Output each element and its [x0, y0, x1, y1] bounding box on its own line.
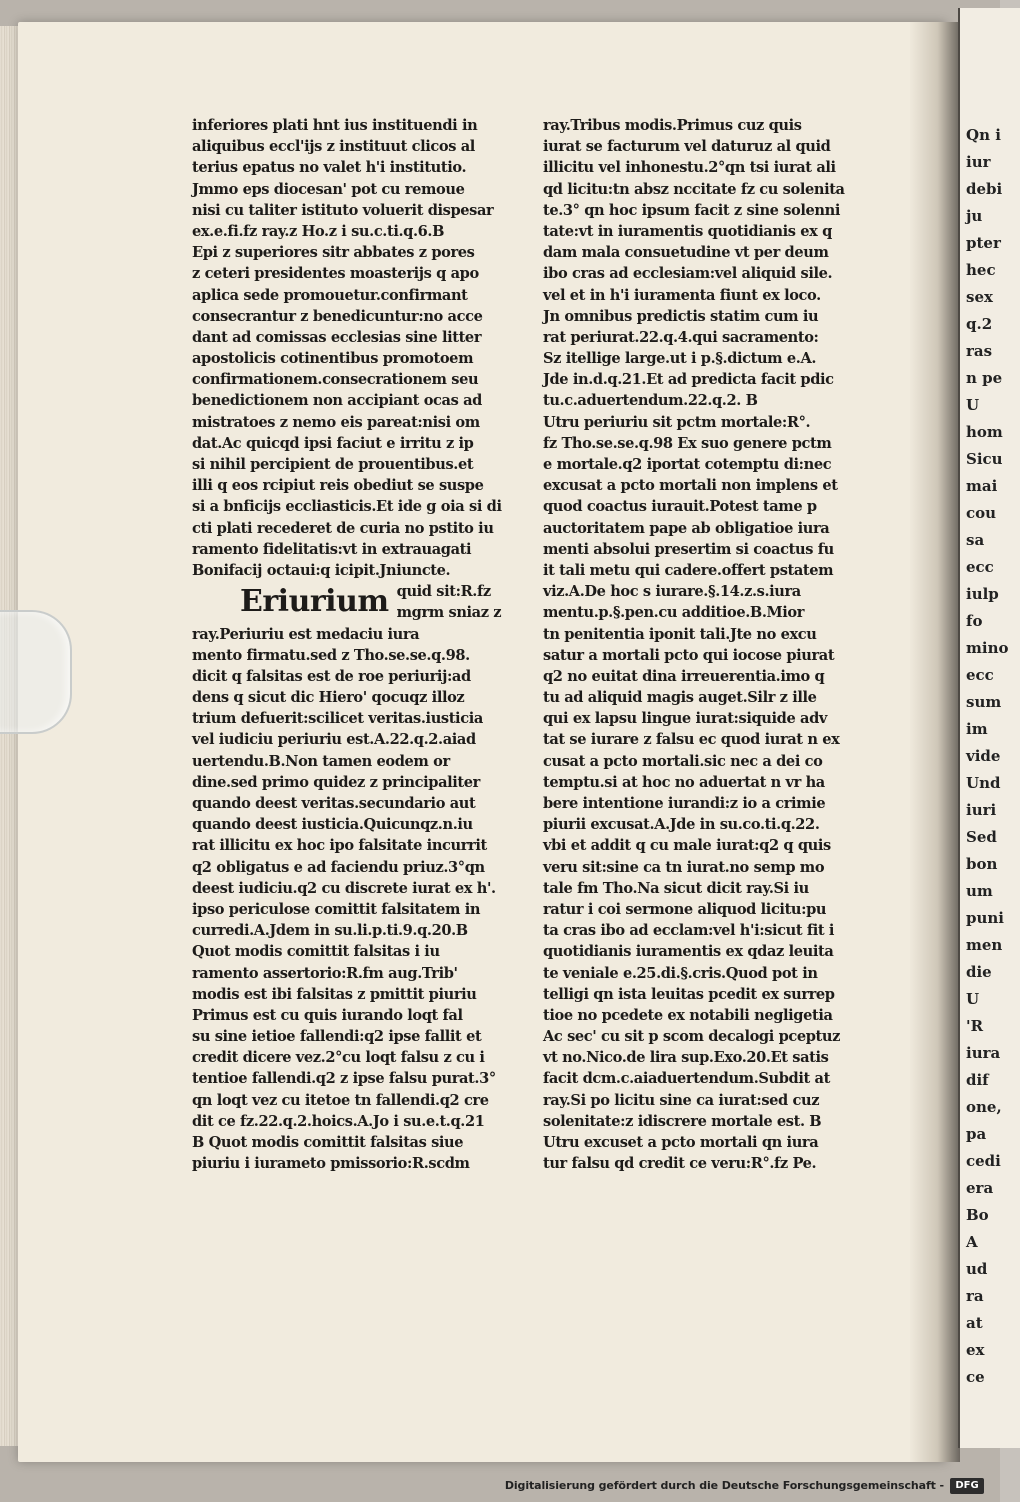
text-line: excusat a pcto mortali non implens et: [543, 477, 838, 495]
facing-page-fragment: ras: [966, 342, 993, 360]
text-line: trium defuerit:scilicet veritas.iusticia: [192, 710, 483, 728]
facing-page-fragment: sum: [966, 693, 1002, 711]
facing-page-fragment: cedi: [966, 1152, 1001, 1170]
facing-page-fragment: ecc: [966, 666, 994, 684]
text-line: rat periurat.22.q.4.qui sacramento:: [543, 328, 819, 346]
clip-tab-icon: [0, 610, 72, 734]
facing-page-fragment: one,: [966, 1098, 1002, 1116]
facing-page-fragment: bon: [966, 855, 998, 873]
facing-page-fragment: iulp: [966, 585, 999, 603]
text-line: qn loqt vez cu itetoe tn fallendi.q2 cre: [192, 1091, 489, 1109]
facing-page-fragment: at: [966, 1314, 983, 1332]
text-line: q2 no euitat dina irreuerentia.imo q: [543, 667, 825, 685]
initial-heading-word: Eriurium: [240, 584, 389, 620]
text-line: viz.A.De hoc s iurare.§.14.z.s.iura: [543, 583, 801, 601]
text-line: dat.Ac quicqd ipsi faciut e irritu z ip: [192, 434, 474, 452]
text-line: telligi qn ista leuitas pcedit ex surrep: [543, 985, 835, 1003]
facing-page-fragment: Sicu: [966, 450, 1003, 468]
text-line: ratur i coi sermone aliquod licitu:pu: [543, 900, 827, 918]
text-line: piurii excusat.A.Jde in su.co.ti.q.22.: [543, 816, 820, 834]
text-line: aliquibus eccl'ijs z instituut clicos al: [192, 138, 475, 156]
facing-page-fragment: 'R: [966, 1017, 984, 1035]
text-line: benedictionem non accipiant ocas ad: [192, 392, 482, 410]
text-line: vel et in h'i iuramenta fiunt ex loco.: [543, 286, 821, 304]
text-line: modis est ibi falsitas z pmittit piuriu: [192, 985, 477, 1003]
text-line: Bonifacij octaui:q icipit.Jniuncte.: [192, 561, 451, 579]
book-gutter: [910, 22, 960, 1462]
text-line: te.3° qn hoc ipsum facit z sine solenni: [543, 201, 840, 219]
text-line: ray.Periuriu est medaciu iura: [192, 625, 420, 643]
text-line: menti absolui presertim si coactus fu: [543, 540, 834, 558]
text-line: qui ex lapsu lingue iurat:siquide adv: [543, 710, 827, 728]
text-line: cti plati recederet de curia no pstito iu: [192, 519, 494, 537]
facing-page-fragment: vide: [966, 747, 1001, 765]
facing-page-fragment: mai: [966, 477, 998, 495]
text-line: Utru periuriu sit pctm mortale:R°.: [543, 413, 811, 431]
facing-page-fragment: Sed: [966, 828, 997, 846]
text-line: Utru excuset a pcto mortali qn iura: [543, 1134, 819, 1151]
text-line: iurat se facturum vel daturuz al quid: [543, 138, 831, 156]
facing-page-fragment: Bo: [966, 1206, 989, 1224]
text-line: facit dcm.c.aiaduertendum.Subdit at: [543, 1070, 830, 1088]
text-line: B Quot modis comittit falsitas siue: [192, 1134, 464, 1152]
left-column-text-block: [192, 115, 537, 581]
text-line: illicitu vel inhonestu.2°qn tsi iurat ali: [543, 159, 836, 177]
text-line: Quot modis comittit falsitas i iu: [192, 943, 440, 961]
text-line: solenitate:z idiscrere mortale est. B: [543, 1112, 822, 1130]
facing-page-fragment: dif: [966, 1071, 989, 1089]
text-line: te veniale e.25.di.§.cris.Quod pot in: [543, 964, 818, 982]
text-line: ta cras ibo ad ecclam:vel h'i:sicut fit i: [543, 922, 835, 940]
text-line: ipso periculose comittit falsitatem in: [192, 900, 481, 918]
facing-page-fragment: hec: [966, 261, 996, 279]
text-line: vbi et addit q cu male iurat:q2 q quis: [543, 837, 831, 855]
text-line: confirmationem.consecrationem seu: [192, 371, 479, 389]
text-line: quotidianis iuramentis ex qdaz leuita: [543, 943, 834, 961]
text-line: Epi z superiores sitr abbates z pores: [192, 244, 475, 262]
facing-page-fragment: iur: [966, 153, 991, 171]
facing-page-fragment: n pe: [966, 369, 1003, 387]
text-line: dine.sed primo quidez z principaliter: [192, 773, 480, 791]
facing-page-fragment: A: [966, 1233, 978, 1251]
text-line: curredi.A.Jdem in su.li.p.ti.9.q.20.B: [192, 922, 468, 940]
text-line: it tali metu qui cadere.offert pstatem: [543, 561, 834, 579]
text-line: Ac sec' cu sit p scom decalogi pceptuz: [543, 1028, 840, 1046]
text-line: uertendu.B.Non tamen eodem or: [192, 752, 450, 770]
right-text-column: [543, 115, 888, 1174]
facing-page-fragment: ex: [966, 1341, 985, 1359]
text-line: tentioe fallendi.q2 z ipse falsu purat.3°: [192, 1070, 496, 1088]
facing-page-fragment: era: [966, 1179, 994, 1197]
text-line: tu ad aliquid magis auget.Silr z ille: [543, 689, 817, 707]
facing-page-fragment: pa: [966, 1125, 987, 1143]
text-line: Sz itellige large.ut i p.§.dictum e.A.: [543, 350, 817, 368]
facing-page-fragment: im: [966, 720, 988, 738]
text-line: tur falsu qd credit ce veru:R°.fz Pe.: [543, 1155, 817, 1173]
facing-page-fragment: sex: [966, 288, 993, 306]
text-line: Jn omnibus predictis statim cum iu: [543, 307, 819, 325]
facing-page-fragment: iura: [966, 1044, 1001, 1062]
text-line: vel iudiciu periuriu est.A.22.q.2.aiad: [192, 731, 476, 749]
facing-page-fragment: ud: [966, 1260, 988, 1278]
text-line: dit ce fz.22.q.2.hoics.A.Jo i su.e.t.q.21: [192, 1112, 485, 1130]
text-line: nisi cu taliter istituto voluerit dispesar: [192, 201, 494, 219]
text-line: veru sit:sine ca tn iurat.no semp mo: [543, 858, 825, 876]
facing-page-fragment: ce: [966, 1368, 985, 1386]
facing-page-fragment: sa: [966, 531, 985, 549]
text-line: quid sit:R.fz: [396, 583, 491, 601]
text-line: temptu.si at hoc no aduertat n vr ha: [543, 773, 825, 791]
facing-page-fragment: puni: [966, 909, 1004, 927]
left-text-column: [192, 115, 537, 1174]
facing-page-fragment: debi: [966, 180, 1003, 198]
facing-page-fragment: fo: [966, 612, 983, 630]
text-line: auctoritatem pape ab obligatioe iura: [543, 519, 830, 537]
text-line: ex.e.fi.fz ray.z Ho.z i su.c.ti.q.6.B: [192, 222, 445, 240]
text-line: ray.Tribus modis.Primus cuz quis: [543, 117, 802, 134]
facing-page-fragment: ecc: [966, 558, 994, 576]
text-line: Primus est cu quis iurando loqt fal: [192, 1006, 463, 1024]
text-line: tale fm Tho.Na sicut dicit ray.Si iu: [543, 879, 809, 897]
text-line: quod coactus iurauit.Potest tame p: [543, 498, 817, 516]
text-line: si nihil percipient de prouentibus.et: [192, 456, 474, 473]
text-line: bere intentione iurandi:z io a crimie: [543, 795, 826, 812]
facing-page-fragment: U: [966, 990, 980, 1008]
initial-side-lines: [397, 581, 567, 623]
text-line: tate:vt in iuramentis quotidianis ex q: [543, 222, 832, 240]
text-line: Jde in.d.q.21.Et ad predicta facit pdic: [543, 371, 834, 389]
facing-page-fragment: Und: [966, 774, 1001, 792]
text-line: deest iudiciu.q2 cu discrete iurat ex h'.: [192, 879, 496, 897]
text-line: e mortale.q2 iportat cotemptu di:nec: [543, 456, 832, 473]
text-line: satur a mortali pcto qui iocose piurat: [543, 646, 835, 664]
facing-page-fragment: iuri: [966, 801, 997, 819]
text-line: qd licitu:tn absz nccitate fz cu solenita: [543, 180, 845, 198]
text-line: q2 obligatus e ad faciendu priuz.3°qn: [192, 858, 485, 876]
facing-page-fragment: die: [966, 963, 992, 981]
text-line: Jmmo eps diocesan' pot cu remoue: [192, 180, 465, 198]
text-line: inferiores plati hnt ius instituendi in: [192, 117, 478, 134]
left-column-text-block: [192, 624, 537, 1175]
text-line: quando deest veritas.secundario aut: [192, 795, 476, 813]
text-line: fz Tho.se.se.q.98 Ex suo genere pctm: [543, 434, 832, 452]
facing-page-fragment: men: [966, 936, 1003, 954]
text-line: mistratoes z nemo eis pareat:nisi om: [192, 413, 480, 431]
text-line: rat illicitu ex hoc ipo falsitate incurrit: [192, 837, 487, 855]
facing-page-fragment: ra: [966, 1287, 984, 1305]
text-line: ibo cras ad ecclesiam:vel aliquid sile.: [543, 265, 833, 283]
text-line: piuriu i iurameto pmissorio:R.scdm: [192, 1155, 470, 1173]
text-line: aplica sede promouetur.confirmant: [192, 286, 468, 304]
text-line: ramento assertorio:R.fm aug.Trib': [192, 964, 458, 982]
facing-page: [958, 8, 1020, 1448]
text-line: dam mala consuetudine vt per deum: [543, 244, 829, 262]
text-line: dicit q falsitas est de roe periurij:ad: [192, 667, 471, 685]
text-line: cusat a pcto mortali.sic nec a dei co: [543, 752, 823, 770]
text-line: quando deest iusticia.Quicunqz.n.iu: [192, 816, 473, 834]
facing-page-fragment: U: [966, 396, 980, 414]
text-line: z ceteri presidentes moasterijs q apo: [192, 265, 479, 283]
dfg-logo: DFG: [950, 1478, 984, 1494]
text-line: dens q sicut dic Hiero' qocuqz illoz: [192, 689, 465, 707]
text-line: tu.c.aduertendum.22.q.2. B: [543, 392, 758, 410]
text-line: mgrm sniaz z: [396, 604, 502, 622]
funding-credit: Digitalisierung gefördert durch die Deutsche Forschungsgemeinschaft -: [504, 1479, 944, 1492]
text-line: mento firmatu.sed z Tho.se.se.q.98.: [192, 646, 470, 664]
section-initial-block: [192, 581, 537, 623]
text-line: terius epatus no valet h'i institutio.: [192, 159, 467, 177]
text-line: illi q eos rcipiut reis obediut se suspe: [192, 477, 484, 495]
facing-page-fragment: pter: [966, 234, 1001, 252]
text-line: credit dicere vez.2°cu loqt falsu z cu i: [192, 1049, 485, 1067]
facing-page-fragment: um: [966, 882, 993, 900]
facing-page-fragment: mino: [966, 639, 1009, 657]
text-line: consecrantur z benedicuntur:no acce: [192, 307, 483, 325]
facing-page-fragment: cou: [966, 504, 997, 522]
text-line: tioe no pcedete ex notabili negligetia: [543, 1006, 833, 1024]
text-line: tat se iurare z falsu ec quod iurat n ex: [543, 731, 840, 749]
text-line: ramento fidelitatis:vt in extrauagati: [192, 540, 472, 558]
facing-page-fragment: hom: [966, 423, 1003, 441]
facing-page-fragment: ju: [966, 207, 983, 225]
text-line: su sine ietioe fallendi:q2 ipse fallit et: [192, 1028, 482, 1046]
text-line: ray.Si po licitu sine ca iurat:sed cuz: [543, 1091, 820, 1109]
facing-page-fragment: Qn i: [966, 126, 1001, 144]
text-line: vt no.Nico.de lira sup.Exo.20.Et satis: [543, 1049, 829, 1067]
text-line: mentu.p.§.pen.cu additioe.B.Mior: [543, 604, 805, 622]
text-line: tn penitentia iponit tali.Jte no excu: [543, 625, 817, 643]
text-line: apostolicis cotinentibus promotoem: [192, 350, 474, 368]
text-line: dant ad comissas ecclesias sine litter: [192, 328, 482, 346]
facing-page-fragment: q.2: [966, 315, 993, 333]
text-line: si a bnficijs eccliasticis.Et ide g oia si di: [192, 498, 502, 516]
